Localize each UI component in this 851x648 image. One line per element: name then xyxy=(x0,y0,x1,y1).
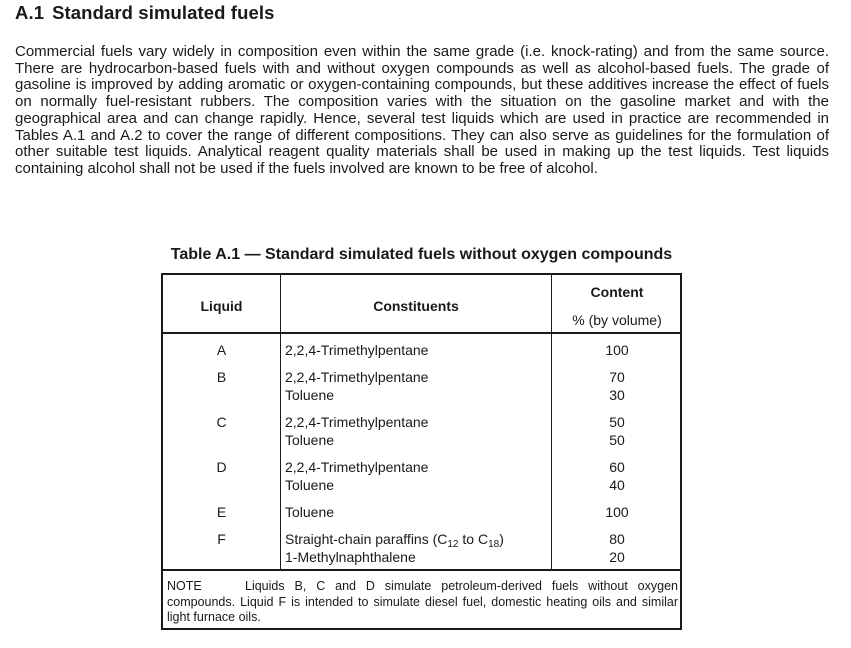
column-divider xyxy=(280,275,281,571)
constituent-text: Toluene xyxy=(285,504,335,520)
row-constituent xyxy=(285,459,551,477)
row-content-value: 50 xyxy=(609,431,625,448)
constituent-text: Toluene xyxy=(285,476,335,493)
row-content-value: 40 xyxy=(609,476,625,493)
row-content-value: 30 xyxy=(609,386,625,403)
row-content-value: 70 xyxy=(609,369,625,385)
row-content-value: 20 xyxy=(609,548,625,565)
constituent-text: Straight-chain paraffins (C xyxy=(285,531,448,547)
subscript: 18 xyxy=(488,539,500,550)
row-liquid: B xyxy=(216,369,227,385)
row-constituent xyxy=(285,504,551,522)
table-note xyxy=(167,579,678,626)
row-liquid: F xyxy=(217,531,226,547)
row-constituent xyxy=(285,342,551,360)
note-label: NOTE xyxy=(167,579,202,593)
constituent-text: ) xyxy=(499,531,504,547)
row-constituent xyxy=(285,414,551,432)
constituent-text: to C xyxy=(458,531,489,547)
constituent-text: 2,2,4-Trimethylpentane xyxy=(285,342,429,358)
body-divider xyxy=(163,569,680,571)
constituent-text: 2,2,4-Trimethylpentane xyxy=(285,459,429,475)
header-divider xyxy=(163,332,680,334)
intro-paragraph: Commercial fuels vary widely in composition even within the same grade (i.e. knock-rating) and from the same source. There are hydrocarbon-based fuels with and without oxygen compounds as well as alcohol-based fuels. The grade of gasoline is improved by adding aromatic or oxygen-containing compounds, but these additives increase the effect of fuels on normally fuel-resistant rubbers. The composition varies with the situation on the gasoline market and with the geographical area and can change rapidly. Hence, several test liquids which are used in practice are recommended in Tables A.1 and A.2 to cover the range of different compositions. They can also serve as guidelines for the formulation of other suitable test liquids. Analytical reagent quality materials shall be used in making up the test liquids. Test liquids containing alcohol shall not be used if the fuels involved are known to be free of alcohol. xyxy=(15,43,829,177)
fuels-table xyxy=(161,273,682,630)
row-content-value: 50 xyxy=(609,414,625,430)
row-constituent xyxy=(285,531,551,549)
header-constituents: Constituents xyxy=(373,298,459,314)
row-constituent xyxy=(285,387,551,405)
row-content-value: 80 xyxy=(609,531,625,547)
subscript: 12 xyxy=(447,539,459,550)
note-text: Liquids B, C and D simulate petroleum-derived fuels without oxygen compounds. Liquid F is intended to simulate diesel fuel, domestic heating oils and similar light furnace oils. xyxy=(167,579,678,624)
header-liquid: Liquid xyxy=(200,298,243,314)
section-heading xyxy=(15,2,275,24)
row-constituent xyxy=(285,369,551,387)
row-liquid: A xyxy=(216,342,227,358)
row-content-value: 100 xyxy=(605,342,629,358)
constituent-text: 2,2,4-Trimethylpentane xyxy=(285,414,429,430)
row-constituent xyxy=(285,549,551,567)
constituent-text: Toluene xyxy=(285,431,335,448)
section-title: Standard simulated fuels xyxy=(52,2,275,23)
header-content: Content xyxy=(590,284,644,300)
row-liquid: E xyxy=(216,504,227,520)
row-liquid: D xyxy=(216,459,227,475)
row-constituent xyxy=(285,477,551,495)
constituent-text: 1-Methylnaphthalene xyxy=(285,548,416,565)
row-content-value: 60 xyxy=(609,459,625,475)
row-constituent xyxy=(285,432,551,450)
table-caption: Table A.1 — Standard simulated fuels without oxygen compounds xyxy=(170,246,673,263)
section-number: A.1 xyxy=(15,2,45,23)
row-content-value: 100 xyxy=(605,504,629,520)
constituent-text: 2,2,4-Trimethylpentane xyxy=(285,369,429,385)
constituent-text: Toluene xyxy=(285,386,335,403)
row-liquid: C xyxy=(216,414,227,430)
header-content-unit: % (by volume) xyxy=(572,312,662,328)
